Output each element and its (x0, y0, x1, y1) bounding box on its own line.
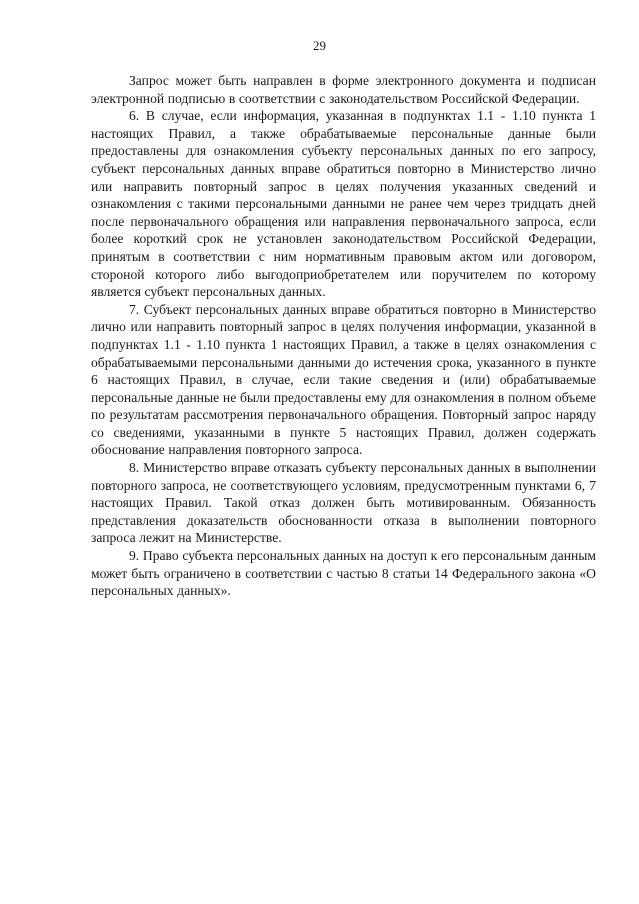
paragraph-request-form: Запрос может быть направлен в форме электронного документа и подписан электронной подписью в соответствии с законодательством Российской Федерации. (91, 73, 596, 106)
page-number: 29 (313, 38, 326, 53)
document-body (91, 72, 596, 600)
paragraph-8: 8. Министерство вправе отказать субъекту персональных данных в выполнении повторного запроса, не соответствующего условиям, предусмотренным пунктами 6, 7 настоящих Правил. Такой отказ должен быть мотивированным. Обязанность представления доказательств обоснованности отказа в выполнении повторного запроса лежит на Министерстве. (91, 460, 596, 546)
paragraph-9: 9. Право субъекта персональных данных на доступ к его персональным данным может быть ограничено в соответствии с частью 8 статьи 14 Федерального закона «О персональных данных». (91, 548, 596, 599)
paragraph-6: 6. В случае, если информация, указанная в подпунктах 1.1 - 1.10 пункта 1 настоящих Правил, а также обрабатываемые персональные данные были предоставлены для ознакомления субъекту персональных данных по его запросу, субъект персональных данных вправе обратиться повторно в Министерство лично или направить повторный запрос в целях получения указанных сведений и ознакомления с такими персональными данными не ранее чем через тридцать дней после первоначального обращения или направления первоначального запроса, если более короткий срок не установлен законодательством Российской Федерации, принятым в соответствии с ним нормативным правовым актом или договором, стороной которого либо выгодоприобретателем или поручителем по которому является субъект персональных данных. (91, 108, 596, 300)
paragraph-7: 7. Субъект персональных данных вправе обратиться повторно в Министерство лично или направить повторный запрос в целях получения информации, указанной в подпунктах 1.1 - 1.10 пункта 1 настоящих Правил, а также в целях ознакомления с обрабатываемыми персональными данными до истечения срока, указанного в пункте 6 настоящих Правил, в случае, если такие сведения и (или) обрабатываемые персональные данные не были предоставлены ему для ознакомления в полном объеме по результатам рассмотрения первоначального обращения. Повторный запрос наряду со сведениями, указанными в пункте 5 настоящих Правил, должен содержать обоснование направления повторного запроса. (91, 301, 596, 458)
